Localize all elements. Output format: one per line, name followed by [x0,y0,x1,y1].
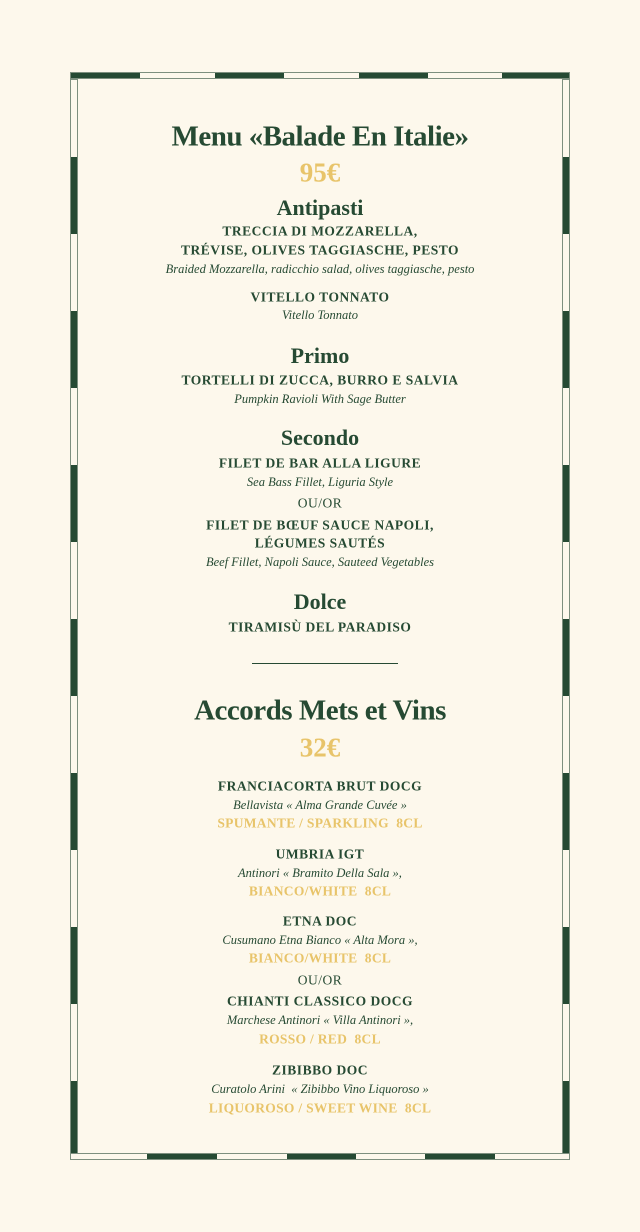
border-top [70,72,570,79]
or-separator: OU/OR [297,972,343,988]
dish-name: LÉGUMES SAUTÉS [254,535,386,551]
dish-name: TRÉVISE, OLIVES TAGGIASCHE, PESTO [181,242,459,258]
border-bottom [70,1153,570,1160]
wine-name: ZIBIBBO DOC [272,1062,368,1078]
dish-description: Pumpkin Ravioli With Sage Butter [234,391,406,406]
wine-producer: Bellavista « Alma Grande Cuvée » [233,797,407,812]
wine-producer: Curatolo Arini « Zibibbo Vino Liquoroso » [211,1081,429,1096]
menu-title: Menu «Balade En Italie» [171,120,469,153]
wine-name: ETNA DOC [282,913,358,929]
wine-producer: Marchese Antinori « Villa Antinori », [226,1012,414,1027]
wine-type: SPUMANTE / SPARKLING 8CL [217,815,423,831]
wine-producer: Cusumano Etna Bianco « Alta Mora », [222,932,418,947]
menu-price: 95€ [299,157,341,188]
border-left [70,79,78,1154]
dish-description: Sea Bass Fillet, Liguria Style [246,474,394,489]
dish-name: TORTELLI DI ZUCCA, BURRO E SALVIA [181,372,459,388]
section-heading-secondo: Secondo [280,425,360,450]
wine-name: CHIANTI CLASSICO DOCG [226,993,414,1009]
dish-description: Vitello Tonnato [281,307,359,322]
pairing-price: 32€ [299,732,341,763]
dish-name: TIRAMISÙ DEL PARADISO [228,619,412,635]
dish-name: FILET DE BAR ALLA LIGURE [218,455,422,471]
dish-description: Beef Fillet, Napoli Sauce, Sauteed Vegetables [205,554,435,569]
wine-name: UMBRIA IGT [275,846,365,862]
wine-type: BIANCO/WHITE 8CL [248,950,392,966]
section-heading-primo: Primo [290,343,350,368]
wine-producer: Antinori « Bramito Della Sala », [238,865,402,880]
wine-type: ROSSO / RED 8CL [259,1031,381,1047]
pairing-title: Accords Mets et Vins [194,694,446,727]
wine-type: LIQUOROSO / SWEET WINE 8CL [208,1100,432,1116]
wine-type: BIANCO/WHITE 8CL [248,883,392,899]
or-separator: OU/OR [297,495,343,511]
dish-description: Braided Mozzarella, radicchio salad, olives taggiasche, pesto [165,261,475,276]
section-divider [252,663,398,664]
section-heading-antipasti: Antipasti [276,195,364,220]
section-heading-dolce: Dolce [293,589,347,614]
dish-name: VITELLO TONNATO [250,289,390,305]
wine-name: FRANCIACORTA BRUT DOCG [217,778,423,794]
dish-name: FILET DE BŒUF SAUCE NAPOLI, [206,517,434,533]
dish-name: TRECCIA DI MOZZARELLA, [222,223,418,239]
border-right [562,79,570,1154]
